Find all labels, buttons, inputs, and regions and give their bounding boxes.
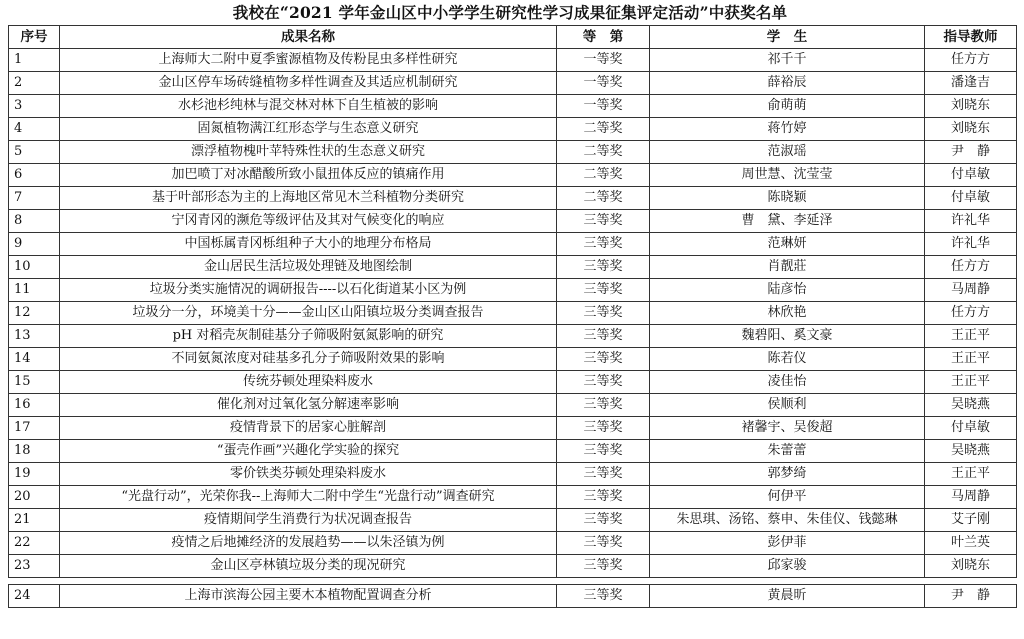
cell-award: 三等奖 (557, 486, 650, 509)
header-project: 成果名称 (60, 26, 557, 49)
cell-students: 彭伊菲 (650, 532, 925, 555)
cell-teacher: 任方方 (925, 256, 1017, 279)
cell-index: 4 (9, 118, 60, 141)
table-row (9, 72, 1017, 95)
cell-project: 不同氨氮浓度对硅基多孔分子筛吸附效果的影响 (60, 348, 557, 371)
cell-students: 陈若仪 (650, 348, 925, 371)
cell-award: 三等奖 (557, 302, 650, 325)
cell-students: 曹 黛、李延泽 (650, 210, 925, 233)
cell-project: 金山区亭林镇垃圾分类的现况研究 (60, 555, 557, 578)
cell-project: 固氮植物满江红形态学与生态意义研究 (60, 118, 557, 141)
cell-students: 薛裕辰 (650, 72, 925, 95)
cell-project: 金山区停车场砖缝植物多样性调查及其适应机制研究 (60, 72, 557, 95)
cell-project: “蛋壳作画”兴趣化学实验的探究 (60, 440, 557, 463)
cell-award: 三等奖 (557, 417, 650, 440)
cell-project: 中国栎属青冈栎组种子大小的地理分布格局 (60, 233, 557, 256)
cell-students: 魏碧阳、奚文豪 (650, 325, 925, 348)
cell-index: 12 (9, 302, 60, 325)
cell-award: 三等奖 (557, 279, 650, 302)
cell-teacher: 付卓敏 (925, 164, 1017, 187)
table-row (9, 463, 1017, 486)
cell-students: 褚馨宇、吴俊超 (650, 417, 925, 440)
cell-award: 三等奖 (557, 256, 650, 279)
table-row (9, 532, 1017, 555)
table-row (9, 585, 1017, 608)
cell-index: 10 (9, 256, 60, 279)
cell-index: 13 (9, 325, 60, 348)
cell-award: 三等奖 (557, 371, 650, 394)
cell-project: 垃圾分一分，环境美十分——金山区山阳镇垃圾分类调查报告 (60, 302, 557, 325)
cell-teacher: 叶兰英 (925, 532, 1017, 555)
cell-students: 陈晓颖 (650, 187, 925, 210)
cell-award: 三等奖 (557, 325, 650, 348)
cell-project: 基于叶部形态为主的上海地区常见木兰科植物分类研究 (60, 187, 557, 210)
cell-students: 范琳妍 (650, 233, 925, 256)
cell-teacher: 艾子刚 (925, 509, 1017, 532)
table-row (9, 417, 1017, 440)
cell-project: 加巴喷丁对冰醋酸所致小鼠扭体反应的镇痛作用 (60, 164, 557, 187)
cell-students: 邱家骏 (650, 555, 925, 578)
cell-award: 三等奖 (557, 463, 650, 486)
cell-award: 一等奖 (557, 95, 650, 118)
cell-index: 5 (9, 141, 60, 164)
cell-project: 催化剂对过氧化氢分解速率影响 (60, 394, 557, 417)
cell-teacher: 马周静 (925, 279, 1017, 302)
gap-cell (9, 578, 1017, 585)
cell-project: 传统芬顿处理染料废水 (60, 371, 557, 394)
cell-index: 23 (9, 555, 60, 578)
cell-students: 凌佳怡 (650, 371, 925, 394)
cell-students: 朱思琪、汤铭、蔡申、朱佳仪、钱懿琳 (650, 509, 925, 532)
cell-project: 水杉池杉纯林与混交林对林下自生植被的影响 (60, 95, 557, 118)
table-row (9, 141, 1017, 164)
cell-students: 祁千千 (650, 49, 925, 72)
cell-index: 14 (9, 348, 60, 371)
cell-project: 漂浮植物槐叶苹特殊性状的生态意义研究 (60, 141, 557, 164)
cell-teacher: 许礼华 (925, 233, 1017, 256)
table-row (9, 302, 1017, 325)
cell-index: 3 (9, 95, 60, 118)
cell-teacher: 王正平 (925, 371, 1017, 394)
table-row (9, 164, 1017, 187)
cell-students: 黄晨昕 (650, 585, 925, 608)
table-row (9, 509, 1017, 532)
cell-index: 1 (9, 49, 60, 72)
table-row (9, 256, 1017, 279)
table-row (9, 371, 1017, 394)
cell-index: 8 (9, 210, 60, 233)
cell-students: 林欣艳 (650, 302, 925, 325)
cell-teacher: 吴晓燕 (925, 394, 1017, 417)
table-row (9, 210, 1017, 233)
cell-students: 何伊平 (650, 486, 925, 509)
table-row (9, 325, 1017, 348)
cell-teacher: 潘逢吉 (925, 72, 1017, 95)
table-body (9, 49, 1017, 608)
table-row (9, 394, 1017, 417)
cell-students: 侯顺利 (650, 394, 925, 417)
cell-award: 三等奖 (557, 509, 650, 532)
cell-project: pH 对稻壳灰制硅基分子筛吸附氨氮影响的研究 (60, 325, 557, 348)
table-gap-row (9, 578, 1017, 585)
cell-index: 17 (9, 417, 60, 440)
cell-students: 俞萌萌 (650, 95, 925, 118)
cell-index: 2 (9, 72, 60, 95)
cell-award: 二等奖 (557, 118, 650, 141)
header-students: 学 生 (650, 26, 925, 49)
cell-teacher: 王正平 (925, 348, 1017, 371)
cell-index: 16 (9, 394, 60, 417)
cell-index: 6 (9, 164, 60, 187)
cell-teacher: 吴晓燕 (925, 440, 1017, 463)
cell-project: 疫情期间学生消费行为状况调查报告 (60, 509, 557, 532)
cell-teacher: 刘晓东 (925, 95, 1017, 118)
cell-project: 金山居民生活垃圾处理链及地图绘制 (60, 256, 557, 279)
cell-project: 垃圾分类实施情况的调研报告----以石化街道某小区为例 (60, 279, 557, 302)
cell-index: 9 (9, 233, 60, 256)
cell-award: 一等奖 (557, 72, 650, 95)
cell-teacher: 任方方 (925, 49, 1017, 72)
cell-project: 零价铁类芬顿处理染料废水 (60, 463, 557, 486)
table-row (9, 233, 1017, 256)
cell-award: 三等奖 (557, 233, 650, 256)
cell-award: 三等奖 (557, 585, 650, 608)
cell-index: 19 (9, 463, 60, 486)
cell-award: 三等奖 (557, 348, 650, 371)
table-row (9, 440, 1017, 463)
cell-index: 11 (9, 279, 60, 302)
header-index: 序号 (9, 26, 60, 49)
cell-teacher: 付卓敏 (925, 417, 1017, 440)
table-row (9, 118, 1017, 141)
cell-award: 三等奖 (557, 532, 650, 555)
cell-teacher: 刘晓东 (925, 118, 1017, 141)
cell-teacher: 许礼华 (925, 210, 1017, 233)
table-row (9, 95, 1017, 118)
table-row (9, 348, 1017, 371)
cell-award: 一等奖 (557, 49, 650, 72)
table-row (9, 486, 1017, 509)
header-award: 等 第 (557, 26, 650, 49)
cell-award: 三等奖 (557, 440, 650, 463)
cell-teacher: 马周静 (925, 486, 1017, 509)
cell-teacher: 任方方 (925, 302, 1017, 325)
cell-index: 24 (9, 585, 60, 608)
table-header-row (9, 26, 1017, 49)
award-list-table (8, 25, 1017, 608)
cell-index: 15 (9, 371, 60, 394)
table-row (9, 555, 1017, 578)
cell-index: 22 (9, 532, 60, 555)
cell-teacher: 付卓敏 (925, 187, 1017, 210)
cell-students: 陆彦怡 (650, 279, 925, 302)
cell-award: 二等奖 (557, 164, 650, 187)
cell-project: 疫情之后地摊经济的发展趋势——以朱泾镇为例 (60, 532, 557, 555)
page-title: 我校在“2021 学年金山区中小学学生研究性学习成果征集评定活动”中获奖名单 (232, 3, 788, 22)
cell-index: 7 (9, 187, 60, 210)
cell-project: 上海师大二附中夏季蜜源植物及传粉昆虫多样性研究 (60, 49, 557, 72)
cell-award: 二等奖 (557, 187, 650, 210)
cell-index: 20 (9, 486, 60, 509)
cell-award: 三等奖 (557, 210, 650, 233)
cell-teacher: 尹 静 (925, 141, 1017, 164)
cell-students: 周世慧、沈莹莹 (650, 164, 925, 187)
cell-index: 21 (9, 509, 60, 532)
header-teacher: 指导教师 (925, 26, 1017, 49)
cell-project: 宁冈青冈的濒危等级评估及其对气候变化的响应 (60, 210, 557, 233)
cell-students: 郭梦绮 (650, 463, 925, 486)
cell-project: “光盘行动”，光荣你我--上海师大二附中学生“光盘行动”调查研究 (60, 486, 557, 509)
table-row (9, 279, 1017, 302)
cell-award: 三等奖 (557, 394, 650, 417)
cell-teacher: 王正平 (925, 325, 1017, 348)
table-row (9, 49, 1017, 72)
cell-teacher: 刘晓东 (925, 555, 1017, 578)
cell-teacher: 尹 静 (925, 585, 1017, 608)
cell-students: 肖靓莊 (650, 256, 925, 279)
cell-students: 朱蕾蕾 (650, 440, 925, 463)
cell-project: 上海市滨海公园主要木本植物配置调查分析 (60, 585, 557, 608)
cell-award: 二等奖 (557, 141, 650, 164)
cell-award: 三等奖 (557, 555, 650, 578)
cell-students: 蒋竹婷 (650, 118, 925, 141)
table-row (9, 187, 1017, 210)
cell-index: 18 (9, 440, 60, 463)
cell-students: 范淑瑶 (650, 141, 925, 164)
cell-project: 疫情背景下的居家心脏解剖 (60, 417, 557, 440)
cell-teacher: 王正平 (925, 463, 1017, 486)
